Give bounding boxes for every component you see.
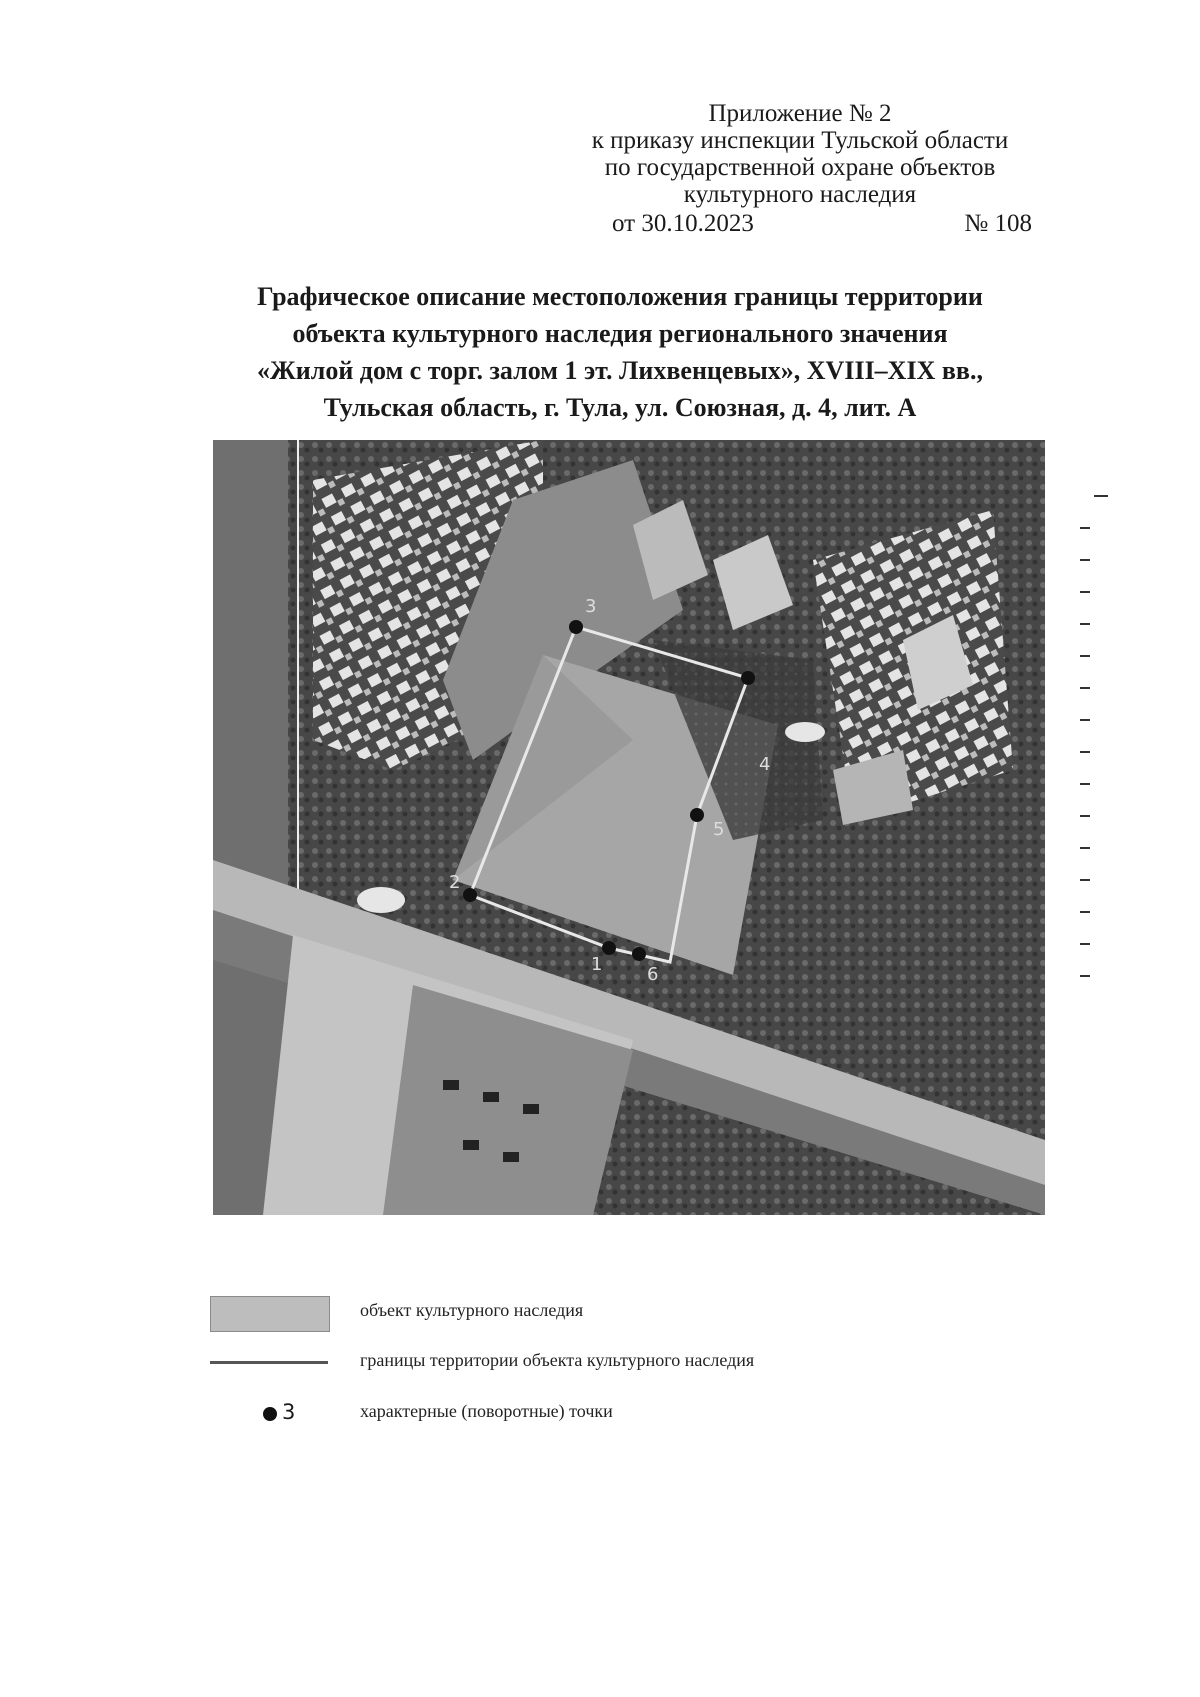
appendix-line: к приказу инспекции Тульской области xyxy=(591,127,1009,154)
turning-point xyxy=(569,620,583,634)
title-line: объекта культурного наследия регионального значения xyxy=(292,319,948,348)
title-line: «Жилой дом с торг. залом 1 эт. Лихвенцевых», XVIII–XIX вв., xyxy=(257,356,983,385)
turning-point xyxy=(741,671,755,685)
roof-vent xyxy=(503,1152,519,1162)
turning-point xyxy=(602,941,616,955)
dash-mark xyxy=(1080,847,1090,849)
appendix-line: культурного наследия xyxy=(683,181,917,208)
legend-point-number: 3 xyxy=(282,1400,296,1424)
dash-mark xyxy=(1080,559,1090,561)
dash-mark xyxy=(1080,783,1090,785)
point-label: 1 xyxy=(591,954,603,975)
title-line: Графическое описание местоположения границы территории xyxy=(257,282,983,311)
dash-mark xyxy=(1080,943,1090,945)
dash-mark xyxy=(1080,911,1090,913)
dash-mark xyxy=(1080,591,1090,593)
roof-vent xyxy=(463,1140,479,1150)
car xyxy=(357,887,405,913)
dash-mark xyxy=(1080,751,1090,753)
roof-vent xyxy=(483,1092,499,1102)
legend-point-dot xyxy=(263,1407,277,1421)
turning-point xyxy=(632,947,646,961)
dash-mark xyxy=(1080,879,1090,881)
legend-boundary-text: границы территории объекта культурного наследия xyxy=(360,1350,755,1370)
aerial-map xyxy=(213,440,1045,1215)
legend-heritage-swatch xyxy=(210,1296,330,1332)
roof-vent xyxy=(443,1080,459,1090)
point-label: 4 xyxy=(759,754,771,775)
appendix-line: Приложение № 2 xyxy=(708,100,892,127)
point-label: 2 xyxy=(449,872,461,893)
dash-mark xyxy=(1080,719,1090,721)
dash-mark xyxy=(1080,975,1090,977)
roof-vent xyxy=(523,1104,539,1114)
dash-mark xyxy=(1080,687,1090,689)
legend-boundary-line xyxy=(210,1361,328,1364)
point-label: 3 xyxy=(585,596,597,617)
map-svg xyxy=(213,440,1045,1215)
dash-mark xyxy=(1094,495,1108,497)
turning-point xyxy=(463,888,477,902)
point-label: 5 xyxy=(713,819,725,840)
appendix-block xyxy=(530,100,1070,208)
turning-point xyxy=(690,808,704,822)
order-date: от 30.10.2023 xyxy=(612,210,754,237)
document-title xyxy=(160,278,1080,426)
order-number: № 108 xyxy=(964,210,1032,237)
dash-mark xyxy=(1080,655,1090,657)
appendix-line: по государственной охране объектов xyxy=(604,154,996,181)
dash-mark xyxy=(1080,527,1090,529)
order-row xyxy=(612,210,1032,238)
point-label: 6 xyxy=(647,964,659,985)
legend-heritage-text: объект культурного наследия xyxy=(360,1300,584,1320)
dash-mark xyxy=(1080,815,1090,817)
legend-point-text: характерные (поворотные) точки xyxy=(360,1401,613,1421)
title-line: Тульская область, г. Тула, ул. Союзная, д. 4, лит. А xyxy=(323,393,917,422)
car xyxy=(785,722,825,742)
dash-mark xyxy=(1080,623,1090,625)
